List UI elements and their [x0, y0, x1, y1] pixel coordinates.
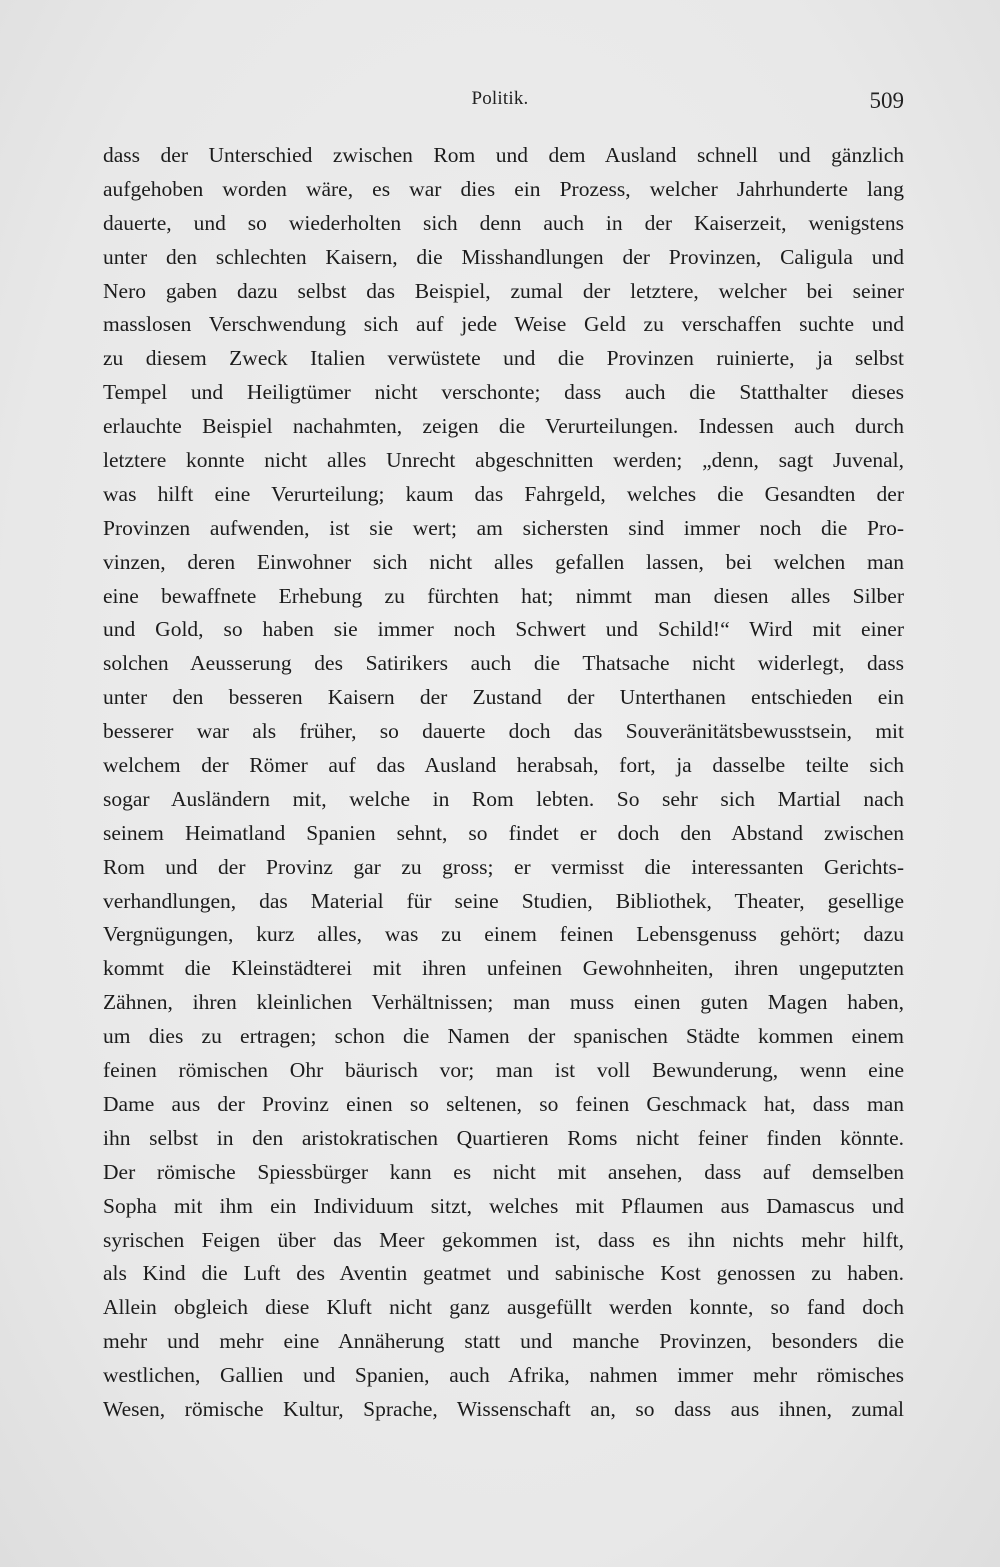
text-line: letztere konnte nicht alles Unrecht abgeschnitten werden; „denn, sagt Juvenal,	[103, 448, 904, 473]
text-line: syrischen Feigen über das Meer gekommen ist, dass es ihn nichts mehr hilft,	[103, 1227, 904, 1252]
text-line: Rom und der Provinz gar zu gross; er vermisst die interessanten Gerichts-	[103, 854, 904, 879]
text-line: vinzen, deren Einwohner sich nicht alles gefallen lassen, bei welchen man	[103, 549, 904, 574]
text-line: unter den besseren Kaisern der Zustand der Unterthanen entschieden ein	[103, 685, 904, 710]
text-line: verhandlungen, das Material für seine Studien, Bibliothek, Theater, gesellige	[103, 888, 904, 913]
text-line: Wesen, römische Kultur, Sprache, Wissenschaft an, so dass aus ihnen, zumal	[103, 1396, 904, 1421]
text-line: was hilft eine Verurteilung; kaum das Fahrgeld, welches die Gesandten der	[103, 481, 904, 506]
text-line: um dies zu ertragen; schon die Namen der spanischen Städte kommen einem	[103, 1024, 904, 1049]
text-line: eine bewaffnete Erhebung zu fürchten hat; nimmt man diesen alles Silber	[103, 583, 904, 608]
text-line: Allein obgleich diese Kluft nicht ganz ausgefüllt werden konnte, so fand doch	[103, 1295, 904, 1320]
text-line: Der römische Spiessbürger kann es nicht mit ansehen, dass auf demselben	[103, 1159, 904, 1184]
text-line: erlauchte Beispiel nachahmten, zeigen die Verurteilungen. Indessen auch durch	[103, 414, 904, 439]
body-text	[103, 139, 904, 1427]
text-line: Tempel und Heiligtümer nicht verschonte; dass auch die Statthalter dieses	[103, 380, 904, 405]
text-line: aufgehoben worden wäre, es war dies ein Prozess, welcher Jahrhunderte lang	[103, 176, 904, 201]
text-line: ihn selbst in den aristokratischen Quartieren Roms nicht feiner finden könnte.	[103, 1125, 904, 1150]
text-line: dass der Unterschied zwischen Rom und dem Ausland schnell und gänzlich	[103, 143, 904, 167]
text-line: zu diesem Zweck Italien verwüstete und die Provinzen ruinierte, ja selbst	[103, 346, 904, 371]
text-line: solchen Aeusserung des Satirikers auch die Thatsache nicht widerlegt, dass	[103, 651, 904, 676]
text-line: feinen römischen Ohr bäurisch vor; man ist voll Bewunderung, wenn eine	[103, 1058, 904, 1083]
text-line: westlichen, Gallien und Spanien, auch Afrika, nahmen immer mehr römisches	[103, 1363, 904, 1388]
text-line: Provinzen aufwenden, ist sie wert; am sichersten sind immer noch die Pro-	[103, 515, 904, 540]
text-line: als Kind die Luft des Aventin geatmet und sabinische Kost genossen zu haben.	[103, 1261, 904, 1286]
text-line: sogar Ausländern mit, welche in Rom lebten. So sehr sich Martial nach	[103, 786, 904, 811]
text-line: masslosen Verschwendung sich auf jede Weise Geld zu verschaffen suchte und	[103, 312, 904, 337]
text-line: unter den schlechten Kaisern, die Misshandlungen der Provinzen, Caligula und	[103, 244, 904, 269]
text-line: welchem der Römer auf das Ausland herabsah, fort, ja dasselbe teilte sich	[103, 753, 904, 778]
text-line: mehr und mehr eine Annäherung statt und manche Provinzen, besonders die	[103, 1329, 904, 1354]
text-line: seinem Heimatland Spanien sehnt, so findet er doch den Abstand zwischen	[103, 820, 904, 845]
text-line: Vergnügungen, kurz alles, was zu einem feinen Lebensgenuss gehört; dazu	[103, 922, 904, 947]
text-line: Dame aus der Provinz einen so seltenen, so feinen Geschmack hat, dass man	[103, 1091, 904, 1116]
text-line: kommt die Kleinstädterei mit ihren unfeinen Gewohnheiten, ihren ungeputzten	[103, 956, 904, 981]
text-line: dauerte, und so wiederholten sich denn auch in der Kaiserzeit, wenigstens	[103, 210, 904, 235]
page-number: 509	[869, 88, 904, 113]
running-title: Politik.	[471, 88, 529, 109]
text-line: und Gold, so haben sie immer noch Schwert und Schild!“ Wird mit einer	[103, 617, 904, 642]
text-line: Zähnen, ihren kleinlichen Verhältnissen; man muss einen guten Magen haben,	[103, 990, 904, 1015]
text-line: Sopha mit ihm ein Individuum sitzt, welches mit Pflaumen aus Damascus und	[103, 1193, 904, 1218]
text-line: besserer war als früher, so dauerte doch das Souveränitätsbewusstsein, mit	[103, 719, 904, 744]
text-line: Nero gaben dazu selbst das Beispiel, zumal der letztere, welcher bei seiner	[103, 278, 904, 303]
